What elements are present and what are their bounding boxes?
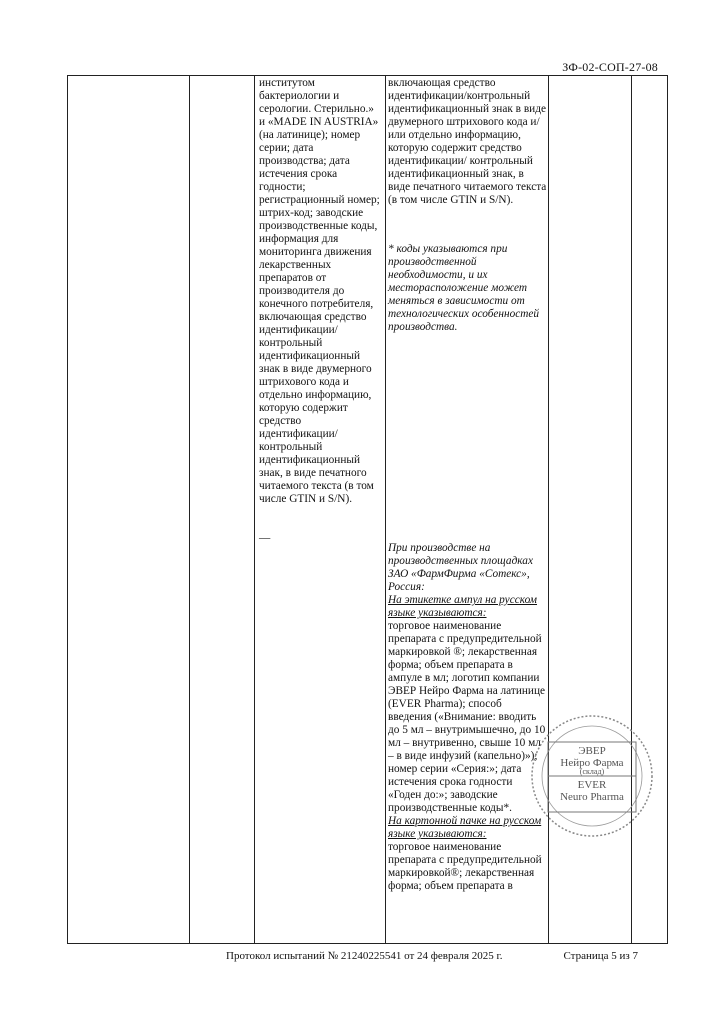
sotex-intro: При производстве на производственных площадках ЗАО «ФармФирма «Сотекс», Россия: xyxy=(388,542,533,593)
company-stamp xyxy=(528,712,656,840)
stamp-line4: EVER xyxy=(577,779,607,791)
stamp-line5: Neuro Pharma xyxy=(560,791,624,803)
ampoule-text: торговое наименование препарата с предупредительной маркировкой ®; лекарственная форма; объем препарата в ампуле в мл; логотип компании ЭВЕР Нейро Фарма на латинице (EVER Pharma); способ введения («Внимание: вводить до 5 мл – внутримышечно, до 10 мл – внутривенно, свыше 10 мл – в виде инфузий (капельно)»); номер серии «Серия:»; дата истечения срока годности «Годен до:»; заводские производственные коды*. xyxy=(388,620,546,814)
column-divider xyxy=(385,76,386,943)
sotex-section xyxy=(388,542,548,893)
stamp-line3: (склад) xyxy=(579,767,605,776)
stamp-line2: Нейро Фарма xyxy=(560,757,624,769)
box-heading: На картонной пачке на русском языке указываются: xyxy=(388,815,542,840)
footer-protocol: Протокол испытаний № 21240225541 от 24 февраля 2025 г. xyxy=(226,950,503,962)
ampoule-heading: На этикетке ампул на русском языке указываются: xyxy=(388,594,538,619)
stamp-line1: ЭВЕР xyxy=(578,745,606,757)
column-divider xyxy=(254,76,255,943)
document-code: ЗФ-02-СОП-27-08 xyxy=(562,60,658,74)
codes-note: * коды указываются при производственной необходимости, и их месторасположение может меняться в зависимости от технологических особенностей производства. xyxy=(388,243,540,333)
empty-dash: — xyxy=(259,532,271,544)
label-requirements-text: институтом бактериологии и серологии. Стерильно.» и «MADE IN AUSTRIA» (на латинице); номер серии; дата производства; дата истечения срока годности; регистрационный номер; штрих-код; заводские производственные коды, информация для мониторинга движения лекарственных препаратов от производителя до конечного потребителя, включающая средство идентификации/ контрольный идентификационный знак в виде двумерного штрихового кода и отдельно информацию, которую содержит средство идентификации/ контрольный идентификационный знак, в виде печатного читаемого текста (в том числе GTIN и S/N). xyxy=(259,77,380,505)
label-actual-text: включающая средство идентификации/контрольный идентификационный знак в виде двумерного штрихового кода и/или отдельно информацию, которую содержит средство идентификации/ контрольный идентификационный знак, в виде печатного читаемого текста (в том числе GTIN и S/N). xyxy=(388,77,547,206)
box-text: торговое наименование препарата с предупредительной маркировкой®; лекарственная форма; объем препарата в xyxy=(388,841,542,892)
footer-page-number: Страница 5 из 7 xyxy=(563,950,638,962)
column-divider xyxy=(189,76,190,943)
